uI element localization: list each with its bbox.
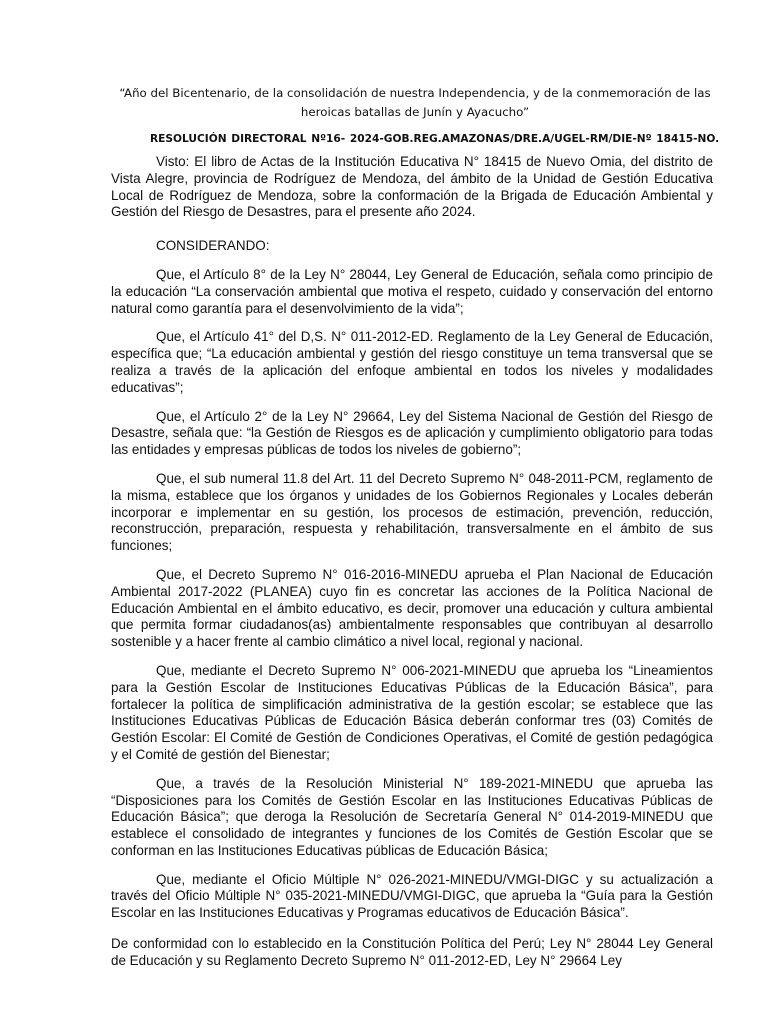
considerando-paragraph-planea: Que, el Decreto Supremo N° 016-2016-MINEDU aprueba el Plan Nacional de Educación Ambiental 2017-2022 (PLANEA) cuyo fin es concretar las acciones de la Política Nacional de Educación Ambiental en el ámbito educativo, es decir, promover una educación y cultura ambiental que permita formar ciudadanos(as) ambientalmente responsables que contribuyan al desarrollo sostenible y a hacer frente al cambio climático a nivel local, regional y nacional. xyxy=(111,566,713,650)
considerando-paragraph-rm-189-2021: Que, a través de la Resolución Ministerial N° 189-2021-MINEDU que aprueba las “Disposiciones para los Comités de Gestión Escolar en las Instituciones Educativas Públicas de Educación Básica”; que deroga la Resolución de Secretaría General N° 014-2019-MINEDU que establece el consolidado de integrantes y funciones de los Comités de Gestión Escolar que se conforman en las Instituciones Educativas públicas de Educación Básica; xyxy=(111,775,713,858)
resolution-title: RESOLUCIÓN DIRECTORAL Nº16- 2024-GOB.REG.AMAZONAS/DRE.A/UGEL-RM/DIE-Nº 18415-NO. xyxy=(150,133,720,145)
considerando-paragraph-ds-006-2021: Que, mediante el Decreto Supremo N° 006-2021-MINEDU que aprueba los “Lineamientos para la Gestión Escolar de Instituciones Educativas Públicas de la Educación Básica”, para fortalecer la política de simplificación administrativa de la gestión escolar; se establece que las Instituciones Educativas Públicas de Educación Básica deberán conformar tres (03) Comités de Gestión Escolar: El Comité de Gestión de Condiciones Operativas, el Comité de gestión pedagógica y el Comité de gestión del Bienestar; xyxy=(111,662,713,762)
visto-paragraph: Visto: El libro de Actas de la Institución Educativa N° 18415 de Nuevo Omia, del distrito de Vista Alegre, provincia de Rodríguez de Mendoza, del ámbito de la Unidad de Gestión Educativa Local de Rodríguez de Mendoza, sobre la conformación de la Brigada de Educación Ambiental y Gestión del Riesgo de Desastres, para el presente año 2024. xyxy=(111,154,713,220)
conformidad-paragraph: De conformidad con lo establecido en la Constitución Política del Perú; Ley N° 28044 Ley General de Educación y su Reglamento Decreto Supremo N° 011-2012-ED, Ley N° 29664 Ley xyxy=(111,936,713,968)
document-page xyxy=(111,84,720,970)
considerando-paragraph-ds-048-2011: Que, el sub numeral 11.8 del Art. 11 del Decreto Supremo N° 048-2011-PCM, reglamento de la misma, establece que los órganos y unidades de los Gobiernos Regionales y Locales deberán incorporar e implementar en su gestión, los procesos de estimación, prevención, reducción, reconstrucción, preparación, respuesta y rehabilitación, transversalmente en el ámbito de sus funciones; xyxy=(111,470,713,554)
considerando-heading: CONSIDERANDO: xyxy=(156,238,270,254)
considerando-paragraph-ley-28044: Que, el Artículo 8° de la Ley N° 28044, Ley General de Educación, señala como principio de la educación “La conservación ambiental que motiva el respeto, cuidado y conservación del entorno natural como garantía para el desenvolvimiento de la vida”; xyxy=(111,266,713,316)
year-motto: “Año del Bicentenario, de la consolidación de nuestra Independencia, y de la conmemoración de las heroicas batallas de Junín y Ayacucho” xyxy=(119,86,711,119)
considerando-paragraph-ley-29664: Que, el Artículo 2° de la Ley N° 29664, Ley del Sistema Nacional de Gestión del Riesgo de Desastre, señala que: “la Gestión de Riesgos es de aplicación y cumplimiento obligatorio para todas las entidades y empresas públicas de todos los niveles de gobierno”; xyxy=(111,408,713,458)
considerando-paragraph-oficio-multiple: Que, mediante el Oficio Múltiple N° 026-2021-MINEDU/VMGI-DIGC y su actualización a través del Oficio Múltiple N° 035-2021-MINEDU/VMGI-DIGC, que aprueba la “Guía para la Gestión Escolar en las Instituciones Educativas y Programas educativos de Educación Básica”. xyxy=(111,871,713,921)
considerando-paragraph-ds-011-2012: Que, el Artículo 41° del D,S. N° 011-2012-ED. Reglamento de la Ley General de Educación, específica que; “La educación ambiental y gestión del riesgo constituye un tema transversal que se realiza a través de la aplicación del enfoque ambiental en todos los niveles y modalidades educativas”; xyxy=(111,329,713,395)
